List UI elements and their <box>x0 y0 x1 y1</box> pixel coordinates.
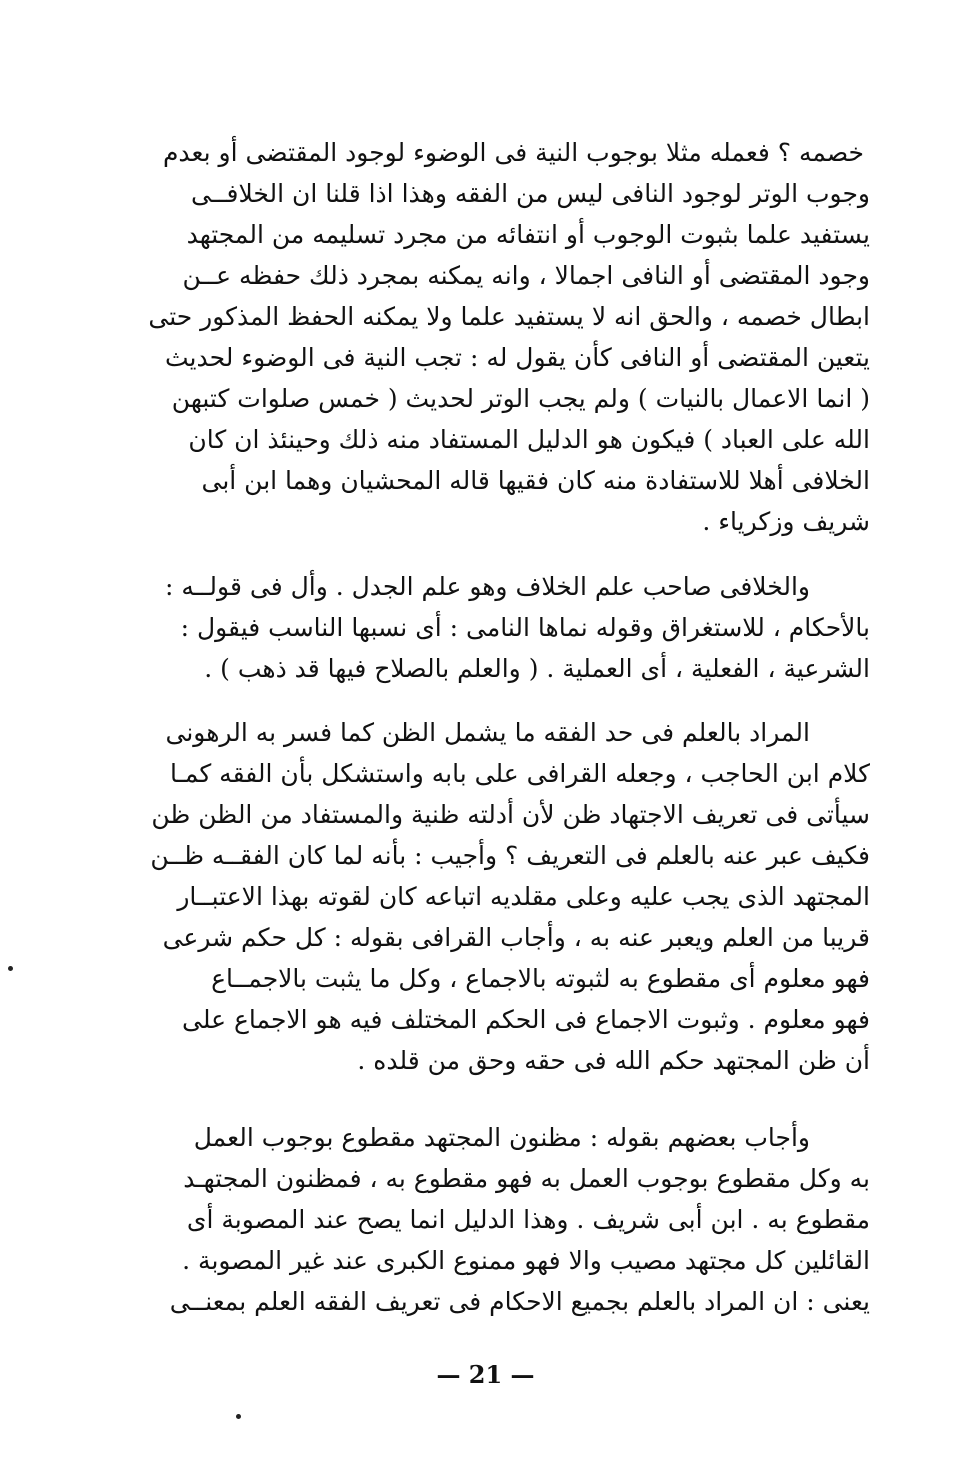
scan-speck <box>236 1414 241 1419</box>
scan-speck <box>8 966 13 971</box>
paragraph-3 <box>118 712 870 1081</box>
text-line: يعنى : ان المراد بالعلم بجميع الاحكام فى تعريف الفقه العلم بمعنــى <box>169 1287 870 1316</box>
text-line: ( انما الاعمال بالنيات ) ولم يجب الوتر لحديث ( خمس صلوات كتبهن <box>171 384 870 413</box>
text-line: ابطال خصمه ، والحق انه لا يستفيد علما ولا يمكنه الحفظ المذكور حتى <box>148 302 870 331</box>
text-line: قريبا من العلم ويعبر عنه به ، وأجاب القرافى بقوله : كل حكم شرعى <box>162 923 870 952</box>
text-line: الشرعية ، الفعلية ، أى العملية . ( والعلم بالصلاح فيها قد ذهب ) . <box>204 654 870 683</box>
text-line: أن ظن المجتهد حكم الله فى حقه وحق من قلده . <box>357 1046 870 1075</box>
text-line: وجوب الوتر لوجود النافى ليس من الفقه وهذا اذا قلنا ان الخلافــى <box>191 179 870 208</box>
text-line: الخلافى أهلا للاستفادة منه كان فقيها قاله المحشيان وهما ابن أبى <box>201 466 870 495</box>
text-line: كلام ابن الحاجب ، وجعله القرافى على بابه واستشكل بأن الفقه كمـا <box>169 759 870 788</box>
text-line: المجتهد الذى يجب عليه وعلى مقلديه اتباعه كان لقوته بهذا الاعتبــار <box>177 882 870 911</box>
text-line: يتعين المقتضى أو النافى كأن يقول له : تجب النية فى الوضوء لحديث <box>164 343 870 372</box>
text-line: سيأتى فى تعريف الاجتهاد ظن لأن أدلته ظنية والمستفاد من الظن ظن <box>151 800 870 829</box>
paragraph-1 <box>118 132 870 542</box>
text-line: وأجاب بعضهم بقوله : مظنون المجتهد مقطوع بوجوب العمل <box>193 1123 810 1152</box>
text-line: به وكل مقطوع بوجوب العمل به فهو مقطوع به ، فمظنون المجتهـد <box>183 1164 870 1193</box>
text-line: شريف وزكرياء . <box>702 507 870 536</box>
text-line: فهو معلوم أى مقطوع به لثبوته بالاجماع ، وكل ما يثبت بالاجمــاع <box>211 964 870 993</box>
paragraph-4 <box>118 1117 870 1322</box>
text-line: خصمه ؟ فعمله مثلا بوجوب النية فى الوضوء لوجود المقتضى أو بعدم <box>162 138 864 167</box>
text-line: وجود المقتضى أو النافى اجمالا ، وانه يمكنه بمجرد ذلك حفظه عــن <box>182 261 870 290</box>
text-line: فهو معلوم . وثبوت الاجماع فى الحكم المختلف فيه هو الاجماع على <box>181 1005 870 1034</box>
text-line: الله على العباد ) فيكون هو الدليل المستفاد منه ذلك وحينئذ ان كان <box>188 425 870 454</box>
page-number: — 21 — <box>436 1360 535 1389</box>
text-line: يستفيد علما بثبوت الوجوب أو انتفائه من مجرد تسليمه من المجتهد <box>186 220 870 249</box>
text-line: مقطوع به . ابن أبى شريف . وهذا الدليل انما يصح عند المصوبة أى <box>186 1205 870 1234</box>
text-line: والخلافى صاحب علم الخلاف وهو علم الجدل . وأل فى قولــه : <box>165 572 810 601</box>
text-line: القائلين كل مجتهد مصيب والا فهو ممنوع الكبرى عند غير المصوبة . <box>182 1246 870 1275</box>
text-line: بالأحكام ، للاستغراق وقوله نماها النامى : أى نسبها الناسب فيقول : <box>180 613 870 642</box>
text-line: المراد بالعلم فى حد الفقه ما يشمل الظن كما فسر به الرهونى <box>165 718 810 747</box>
paragraph-2 <box>118 566 870 689</box>
text-line: فكيف عبر عنه بالعلم فى التعريف ؟ وأجيب : بأنه لما كان الفقــه ظــن <box>150 841 870 870</box>
